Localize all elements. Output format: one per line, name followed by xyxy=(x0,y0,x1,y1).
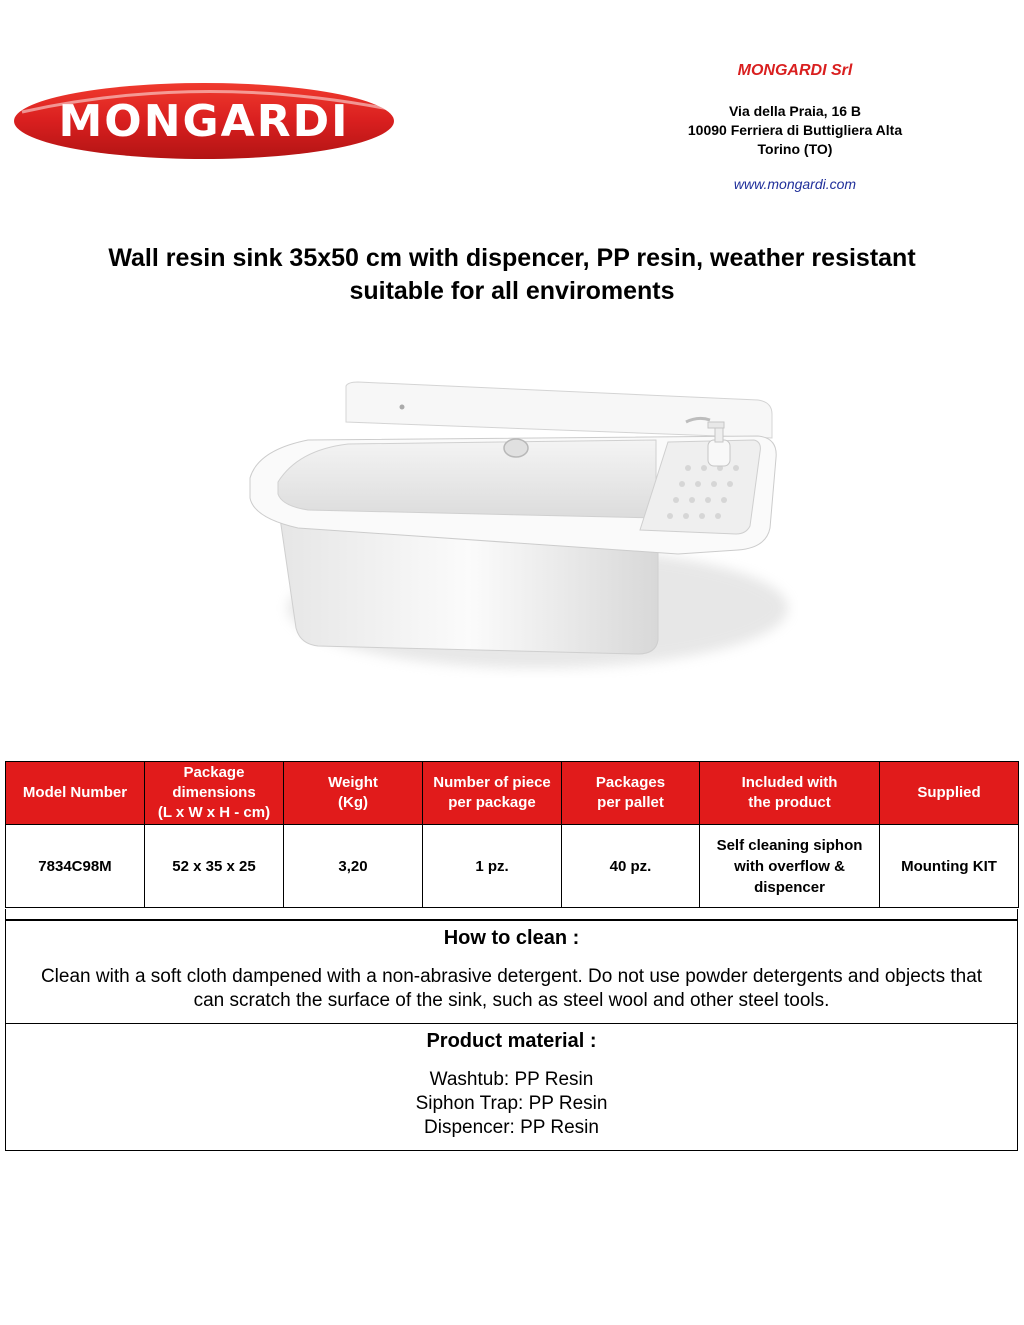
header-model-number: Model Number xyxy=(6,762,145,825)
title-line: Wall resin sink 35x50 cm with dispencer, PP resin, weather resistant xyxy=(108,244,916,272)
logo-wordmark: MONGARDI xyxy=(58,96,350,147)
sink-product-image xyxy=(238,378,798,678)
header-weight: Weight (Kg) xyxy=(284,762,423,825)
specs-header-row xyxy=(6,762,1019,825)
cell-weight: 3,20 xyxy=(284,825,423,908)
company-info xyxy=(640,62,950,192)
header-supplied: Supplied xyxy=(880,762,1019,825)
address-line: Torino (TO) xyxy=(757,141,833,157)
material-item: Dispencer: PP Resin xyxy=(424,1117,599,1138)
header-pieces-per-package: Number of piece per package xyxy=(423,762,562,825)
cell-supplied: Mounting KIT xyxy=(880,825,1019,908)
mongardi-logo xyxy=(12,80,402,162)
specs-table xyxy=(5,761,1019,908)
cell-dimensions: 52 x 35 x 25 xyxy=(145,825,284,908)
company-name: MONGARDI Srl xyxy=(737,62,853,79)
product-title xyxy=(0,242,1024,308)
header-included: Included with the product xyxy=(700,762,880,825)
website-link[interactable]: www.mongardi.com xyxy=(733,176,857,192)
material-list xyxy=(16,1068,1007,1140)
cleaning-heading: How to clean : xyxy=(443,927,580,949)
table-spacer-row xyxy=(5,909,1018,920)
cell-pieces: 1 pz. xyxy=(423,825,562,908)
material-item: Washtub: PP Resin xyxy=(429,1069,594,1090)
address-line: Via della Praia, 16 B xyxy=(728,103,862,119)
cell-included: Self cleaning siphon with overflow & dispencer xyxy=(700,825,880,908)
cell-model-number: 7834C98M xyxy=(6,825,145,908)
material-item: Siphon Trap: PP Resin xyxy=(415,1093,608,1114)
table-row xyxy=(6,825,1019,908)
cleaning-section xyxy=(6,921,1017,1023)
header-packages-per-pallet: Packages per pallet xyxy=(562,762,700,825)
title-line: suitable for all enviroments xyxy=(349,277,675,305)
material-heading: Product material : xyxy=(426,1030,597,1052)
address-line: 10090 Ferriera di Buttigliera Alta xyxy=(687,122,903,138)
material-section xyxy=(6,1023,1017,1150)
info-panel xyxy=(5,920,1018,1151)
cleaning-text: Clean with a soft cloth dampened with a non-abrasive detergent. Do not use powder detergents and objects that can scratch the surface of the sink, such as steel wool and other steel tools. xyxy=(40,966,983,1011)
cell-pallet: 40 pz. xyxy=(562,825,700,908)
company-address xyxy=(640,102,950,159)
header-package-dimensions: Package dimensions (L x W x H - cm) xyxy=(145,762,284,825)
